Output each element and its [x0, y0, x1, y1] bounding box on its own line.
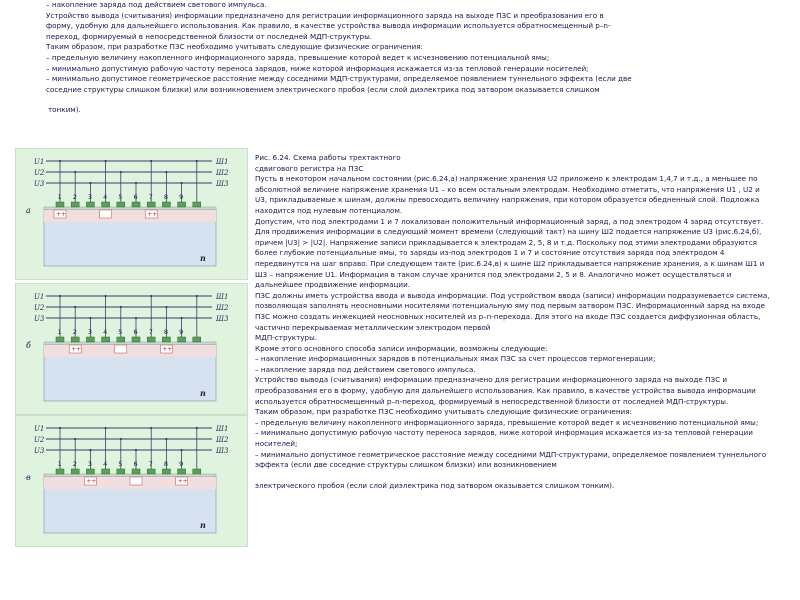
gate-electrode [193, 337, 201, 342]
tap-node [165, 306, 167, 308]
tap-node [74, 306, 76, 308]
gate-electrode [193, 202, 201, 207]
gate-electrode [147, 469, 155, 474]
gate-electrode [117, 202, 125, 207]
oxide-layer [44, 474, 216, 477]
electrode-number: 6 [133, 460, 138, 468]
electrode-number: 9 [179, 328, 184, 336]
electrode-number: 7 [148, 460, 153, 468]
gate-electrode [71, 469, 79, 474]
paragraph: Устройство вывода (считывания) информации предназначено для регистрации информационного заряда на выходе ПЗС и преобразования его в форму, удобную для дальнейшего использования. Как правило, в качестве устройства вывода информации используется обратносмещенный p–n-переход, формируемый в непосредственной близости от последней МДП-структуры. [255, 375, 756, 406]
bus-left-label: U3 [34, 447, 45, 455]
register-svg [16, 149, 247, 279]
paragraph: – предельную величину накопленного информационного заряда, превышение которой ведет к исчезновению потенциальной ямы; [255, 417, 759, 427]
electrode-number: 4 [103, 193, 108, 201]
bus-right-label: Ш3 [216, 447, 229, 455]
paragraph: – накопление заряда под действием светового импульса. [255, 364, 476, 374]
empty-well [115, 345, 127, 353]
register-svg [16, 284, 247, 414]
tap-node [74, 171, 76, 173]
bus-right-label: Ш2 [216, 436, 229, 444]
gate-electrode [56, 202, 64, 207]
empty-well [130, 477, 142, 485]
substrate-label: n [200, 520, 206, 530]
tap-node [105, 160, 107, 162]
tap-node [120, 438, 122, 440]
tap-node [74, 438, 76, 440]
gate-electrode [117, 469, 125, 474]
electrode-number: 1 [57, 460, 62, 468]
gate-electrode [147, 337, 155, 342]
paragraph: Кроме этого основного способа записи информации, возможны следующие: [255, 343, 548, 353]
top-line: тонким). [48, 105, 81, 115]
register-diagram-b [15, 283, 248, 415]
bus-right-label: Ш2 [216, 169, 229, 177]
paragraph: Пусть в некотором начальном состоянии (рис.6.24,а) напряжение хранения U2 приложено к электродам 1,4,7 и т.д., а меньшее по абсолютной величине напряжение хранения U1 – ко всем остальным электродам. Необходимо отметить, что напряжения U1 , U2 и U3, прикладываемые к шинам, должны превосходить величину напряжения, при котором образуется обедненный слой. Подложка находится под нулевым потенциалом. [255, 174, 760, 215]
gate-electrode [162, 469, 170, 474]
charge-mark: ++ [177, 478, 188, 485]
panel-label: в [26, 473, 31, 482]
bus-right-label: Ш2 [216, 304, 229, 312]
depletion-band [44, 210, 216, 222]
tap-node [89, 182, 91, 184]
bus-left-label: U1 [34, 425, 45, 433]
tap-node [181, 182, 183, 184]
gate-electrode [71, 202, 79, 207]
register-diagram-a [15, 148, 248, 280]
electrode-number: 2 [72, 328, 77, 336]
electrode-number: 4 [103, 460, 108, 468]
gate-electrode [56, 337, 64, 342]
tap-node [135, 317, 137, 319]
bus-right-label: Ш3 [216, 315, 229, 323]
bus-right-label: Ш1 [216, 293, 229, 301]
gate-electrode [178, 469, 186, 474]
bus-left-label: U3 [34, 180, 45, 188]
gate-electrode [102, 337, 110, 342]
top-line: соседние структуры слишком близки) или возникновением электрического пробоя (если слой диэлектрика под затвором оказывается слишком [46, 84, 600, 94]
electrode-number: 3 [87, 460, 93, 468]
gate-electrode [102, 202, 110, 207]
electrode-number: 1 [57, 193, 62, 201]
electrode-number: 5 [118, 460, 123, 468]
panel-label: б [26, 341, 31, 350]
tap-node [135, 449, 137, 451]
tap-node [196, 295, 198, 297]
paragraph: – накопление информационных зарядов в потенциальных ямах ПЗС за счет процессов термогенерации; [255, 354, 656, 364]
charge-mark: ++ [162, 346, 173, 353]
bus-right-label: Ш1 [216, 425, 229, 433]
electrode-number: 2 [72, 460, 77, 468]
electrode-number: 6 [133, 193, 138, 201]
tap-node [89, 449, 91, 451]
electrode-number: 7 [148, 328, 153, 336]
gate-electrode [162, 337, 170, 342]
tap-node [135, 182, 137, 184]
register-svg [16, 416, 247, 546]
top-text-block [46, 0, 766, 116]
charge-mark: ++ [71, 346, 82, 353]
gate-electrode [117, 337, 125, 342]
gate-electrode [71, 337, 79, 342]
paragraph: – минимально допустимую рабочую частоту переноса зарядов, ниже которой информация искажается из-за тепловой генерации носителей; [255, 428, 753, 449]
oxide-layer [44, 342, 216, 345]
tap-node [150, 160, 152, 162]
tap-node [165, 171, 167, 173]
gate-electrode [132, 202, 140, 207]
tap-node [59, 427, 61, 429]
electrode-number: 8 [163, 460, 169, 468]
top-line: Устройство вывода (считывания) информации предназначено для регистрации информационного заряда на выходе ПЗС и преобразования его в [46, 10, 604, 20]
top-line: – минимально допустимую рабочую частоту переноса зарядов, ниже которой информация искажается из-за тепловой генерации носителей; [46, 63, 589, 73]
top-line: Таким образом, при разработке ПЗС необходимо учитывать следующие физические ограничения: [46, 42, 423, 52]
figure-caption: сдвигового регистра на ПЗС [255, 163, 364, 173]
bus-right-label: Ш3 [216, 180, 229, 188]
gate-electrode [132, 469, 140, 474]
top-line: – предельную величину накопленного информационного заряда, превышение которой ведет к исчезновению потенциальной ямы; [46, 52, 550, 62]
register-diagram-c [15, 415, 248, 547]
gate-electrode [86, 202, 94, 207]
substrate-label: n [200, 253, 206, 263]
figure-caption: Рис. 6.24. Схема работы трехтактного [255, 153, 401, 162]
tap-node [150, 427, 152, 429]
gate-electrode [193, 469, 201, 474]
bus-left-label: U2 [34, 304, 45, 312]
electrode-number: 8 [163, 193, 169, 201]
gate-electrode [102, 469, 110, 474]
electrode-number: 4 [103, 328, 108, 336]
tap-node [59, 295, 61, 297]
paragraph: Таким образом, при разработке ПЗС необходимо учитывать следующие физические ограничения: [255, 407, 632, 417]
tap-node [181, 317, 183, 319]
electrode-number: 7 [148, 193, 153, 201]
bus-left-label: U3 [34, 315, 45, 323]
charge-mark: ++ [147, 211, 158, 218]
tap-node [150, 295, 152, 297]
tap-node [59, 160, 61, 162]
gate-electrode [86, 469, 94, 474]
bus-left-label: U1 [34, 293, 45, 301]
charge-mark: ++ [86, 478, 97, 485]
panel-label: a [26, 206, 31, 215]
electrode-number: 3 [87, 328, 93, 336]
charge-mark: ++ [56, 211, 67, 218]
top-line: – минимально допустимое геометрическое расстояние между соседними МДП-структурами, определяемое появлением туннельного эффекта (если две [46, 74, 632, 84]
top-line: переход, формируемый в непосредственной близости от последней МДП-структуры. [46, 31, 373, 41]
tap-node [181, 449, 183, 451]
paragraph: электрического пробоя (если слой диэлектрика под затвором оказывается слишком тонким). [255, 480, 615, 490]
tap-node [196, 427, 198, 429]
empty-well [100, 210, 112, 218]
paragraph: – минимально допустимое геометрическое расстояние между соседними МДП-структурами, определяемое появлением туннельного эффекта (если две соседние структуры слишком близки) или возникновением [255, 449, 767, 470]
tap-node [105, 295, 107, 297]
bus-left-label: U1 [34, 158, 45, 166]
gate-electrode [178, 202, 186, 207]
gate-electrode [132, 337, 140, 342]
gate-electrode [56, 469, 64, 474]
electrode-number: 2 [72, 193, 77, 201]
gate-electrode [86, 337, 94, 342]
bus-left-label: U2 [34, 169, 45, 177]
paragraph: Допустим, что под электродами 1 и 7 локализован положительный информационный заряд, а под электродом 4 заряд отсутствует. Для продвижения информации в следующий момент времени (следующий такт) на шину Ш2 подается напряжение U3 (рис.6.24,б), причем |U3| > |U2|. Напряжение записи прикладывается к электродам 2, 5, 8 и т.д. Поскольку под этими электродами образуются более глубокие потенциальные ямы, то заряды из-под электродов 1 и 7 и состояние отсутствия заряда под электродом 4 передвинутся на шаг вправо. При следующем такте (рис.6.24,в) к шине Ш2 прикладывается напряжение хранения, а к шинам Ш1 и Ш3 – напряжение U1. Информация в таком случае хранится под электродами 2, 5 и 8. Аналогично может осуществляться и дальнейшее продвижение информации. [255, 216, 765, 290]
tap-node [120, 171, 122, 173]
tap-node [196, 160, 198, 162]
top-line: форму, удобную для дальнейшего использования. Как правило, в качестве устройства вывода информации используется обратносмещенный p–n- [46, 21, 611, 31]
gate-electrode [178, 337, 186, 342]
paragraph: ПЗС должны иметь устройства ввода и вывода информации. Под устройством ввода (записи) информации подразумевается система, позволяющая заполнять неосновными носителями потенциальную яму под первым затвором ПЗС. Информационный заряд на входе ПЗС можно создать инжекцией неосновных носителей из p–n-перехода. Для этого на входе ПЗС создается диффузионная область, частично перекрываемая металлическим электродом первой [255, 290, 770, 332]
electrode-number: 3 [87, 193, 93, 201]
electrode-number: 5 [118, 328, 123, 336]
electrode-number: 6 [133, 328, 138, 336]
electrode-number: 9 [179, 460, 184, 468]
tap-node [89, 317, 91, 319]
gate-electrode [162, 202, 170, 207]
top-line: – накопление заряда под действием светового импульса. [46, 0, 267, 9]
bus-right-label: Ш1 [216, 158, 229, 166]
electrode-number: 5 [118, 193, 123, 201]
tap-node [120, 306, 122, 308]
electrode-number: 1 [57, 328, 62, 336]
substrate-label: n [200, 388, 206, 398]
paragraph: МДП-структуры. [255, 333, 318, 343]
tap-node [105, 427, 107, 429]
bus-left-label: U2 [34, 436, 45, 444]
gate-electrode [147, 202, 155, 207]
body-text-block [255, 153, 770, 491]
electrode-number: 8 [163, 328, 169, 336]
tap-node [165, 438, 167, 440]
electrode-number: 9 [179, 193, 184, 201]
oxide-layer [44, 207, 216, 210]
